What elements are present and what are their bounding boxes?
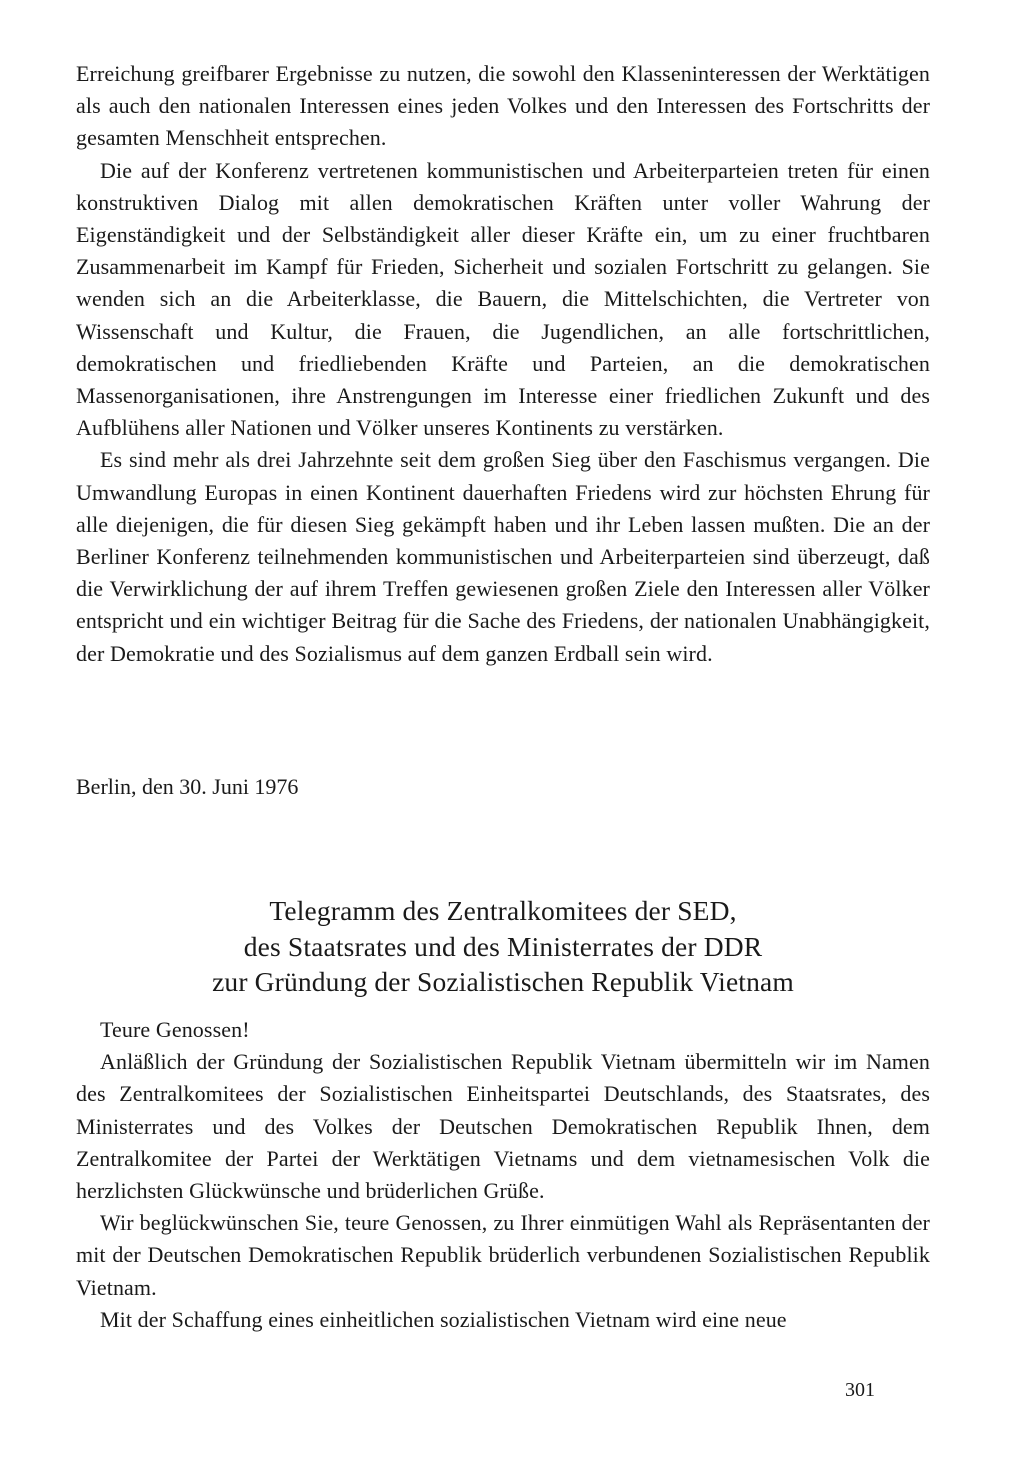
paragraph-schaffung: Mit der Schaffung eines einheitlichen sozialistischen Vietnam wird eine neue bbox=[100, 1306, 787, 1332]
body-text-lower bbox=[76, 1014, 930, 1336]
salutation: Teure Genossen! bbox=[100, 1017, 250, 1042]
body-text-upper bbox=[76, 58, 930, 670]
paragraph-faschismus: Es sind mehr als drei Jahrzehnte seit dem großen Sieg über den Faschismus vergangen. Die Umwandlung Europas in einen Kontinent dauerhaften Friedens wird zur höchsten Ehrung für alle diejenigen, die für diesen Sieg gekämpft haben und ihr Leben lassen mußten. Die an der Berliner Konferenz teilnehmenden kommunistischen und Arbeiterparteien sind überzeugt, daß die Verwirklichung der auf ihrem Treffen gewiesenen großen Ziele den Interessen aller Völker entspricht und ein wichtiger Beitrag für die Sache des Friedens, der nationalen Unabhängigkeit, der Demokratie und des Sozialismus auf dem ganzen Erdball sein wird. bbox=[76, 447, 930, 666]
heading-line-3: zur Gründung der Sozialistischen Republik Vietnam bbox=[212, 966, 794, 997]
paragraph-continuation: Erreichung greifbarer Ergebnisse zu nutzen, die sowohl den Klasseninteressen der Werktätigen als auch den nationalen Interessen eines jeden Volkes und den Interessen des Fortschritts der gesamten Menschheit entsprechen. bbox=[76, 61, 930, 151]
paragraph-wahl: Wir beglückwünschen Sie, teure Genossen, zu Ihrer einmütigen Wahl als Repräsentanten der mit der Deutschen Demokratischen Republik brüderlich verbundenen Sozialistischen Republik Vietnam. bbox=[76, 1210, 930, 1300]
heading-line-1: Telegramm des Zentralkomitees der SED, bbox=[269, 895, 737, 926]
section-heading bbox=[76, 893, 930, 1000]
paragraph-gruendung: Anläßlich der Gründung der Sozialistischen Republik Vietnam übermitteln wir im Namen des Zentralkomitees der Sozialistischen Einheitspartei Deutschlands, des Staatsrates, des Ministerrates und des Volkes der Deutschen Demokratischen Republik Ihnen, dem Zentralkomitee der Partei der Werktätigen Vietnams und dem vietnamesischen Volk die herzlichsten Glückwünsche und brüderlichen Grüße. bbox=[76, 1049, 930, 1204]
dateline: Berlin, den 30. Juni 1976 bbox=[76, 774, 299, 799]
heading-line-2: des Staatsrates und des Ministerrates der DDR bbox=[243, 930, 763, 962]
paragraph-dialog: Die auf der Konferenz vertretenen kommunistischen und Arbeiterparteien treten für einen konstruktiven Dialog mit allen demokratischen Kräften unter voller Wahrung der Eigenständigkeit und der Selbständigkeit aller dieser Kräfte ein, um zu einer fruchtbaren Zusammenarbeit im Kampf für Frieden, Sicherheit und sozialen Fortschritt zu gelangen. Sie wenden sich an die Arbeiterklasse, die Bauern, die Mittelschichten, die Vertreter von Wissenschaft und Kultur, die Frauen, die Jugendlichen, an alle fortschrittlichen, demokratischen und friedliebenden Kräfte und Parteien, an die demokratischen Massenorganisationen, ihre Anstrengungen im Interesse einer friedlichen Zukunft und des Aufblühens aller Nationen und Völker unseres Kontinents zu verstärken. bbox=[76, 157, 930, 441]
page-number: 301 bbox=[845, 1379, 875, 1401]
